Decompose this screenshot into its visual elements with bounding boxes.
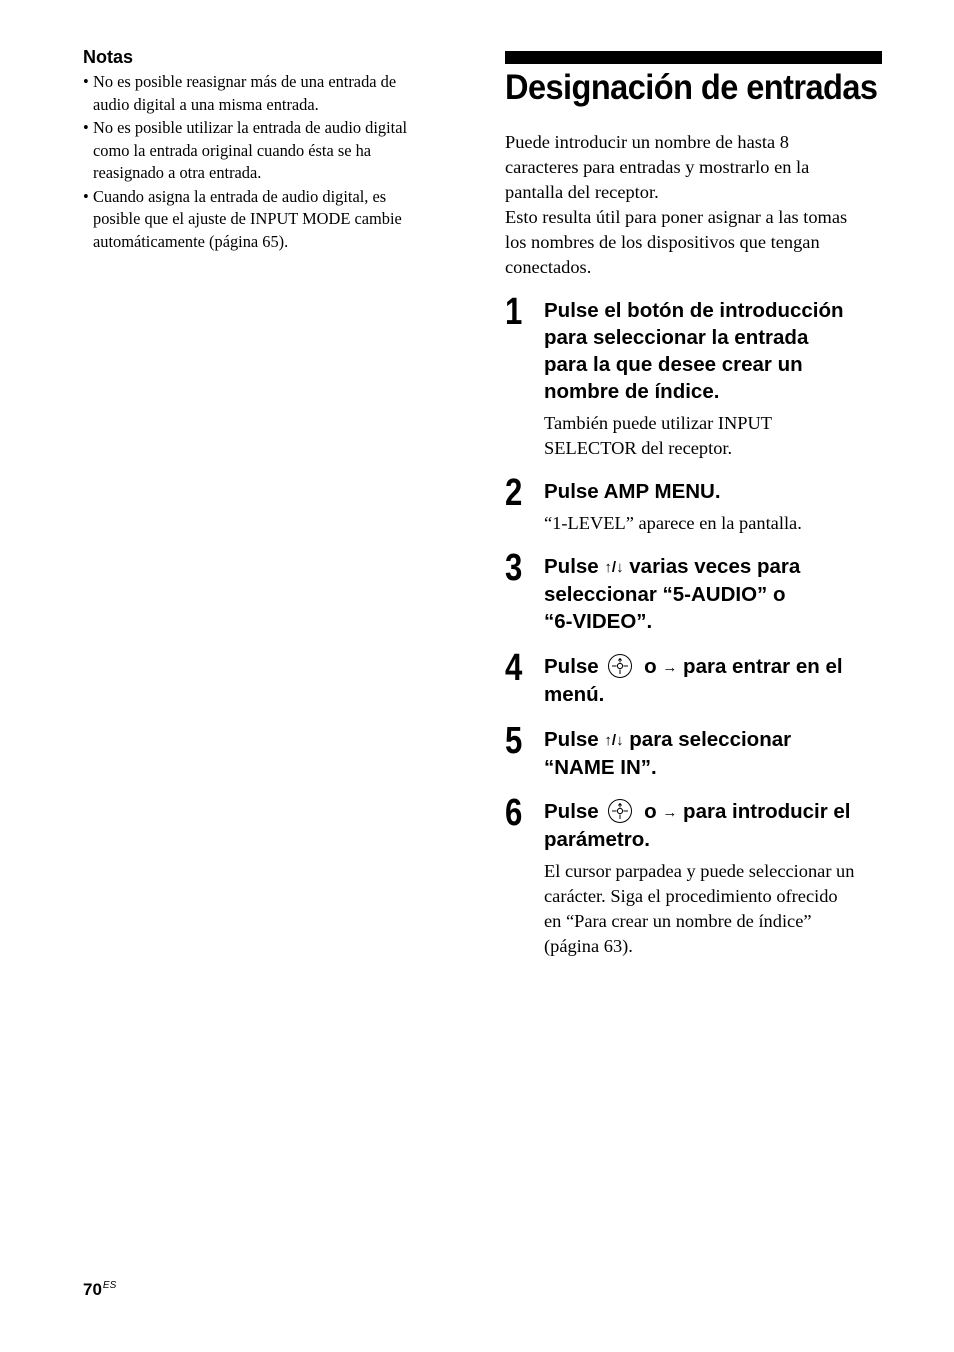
intro-text [505, 130, 885, 280]
heading-text: o [644, 800, 657, 823]
step-number: 6 [505, 792, 523, 834]
intro-line: conectados. [505, 257, 592, 277]
heading-text: para entrar en el [683, 655, 843, 678]
step-heading [544, 478, 885, 505]
heading-text: Pulse [544, 555, 599, 578]
bullet: • [83, 72, 89, 91]
step-2 [505, 472, 885, 536]
intro-line: pantalla del receptor. [505, 182, 659, 202]
note-line: No es posible reasignar más de una entrada de [93, 72, 397, 91]
body-line: “1-LEVEL” aparece en la pantalla. [544, 513, 802, 533]
heading-line: seleccionar “5-AUDIO” o [544, 583, 786, 606]
step-body [544, 411, 885, 461]
heading-text: para seleccionar [629, 728, 792, 751]
notes-list [83, 71, 448, 254]
intro-line: caracteres para entradas y mostrarlo en la [505, 157, 810, 177]
note-line: automáticamente (página 65). [93, 231, 289, 251]
step-number: 4 [505, 647, 523, 689]
intro-line: Esto resulta útil para poner asignar a las tomas [505, 207, 848, 227]
step-number: 3 [505, 547, 523, 589]
body-line: También puede utilizar INPUT [544, 413, 773, 433]
heading-text: para introducir el [683, 800, 851, 823]
heading-line: menú. [544, 683, 605, 706]
page-number: 70 [83, 1280, 102, 1299]
step-6 [505, 792, 885, 959]
heading-text: o [644, 655, 657, 678]
enter-button-icon [607, 653, 633, 679]
bullet: • [83, 186, 89, 206]
step-heading [544, 553, 885, 635]
note-item [83, 71, 448, 116]
note-line: reasignado a otra entrada. [93, 163, 262, 183]
heading-line: Pulse el botón de introducción [544, 299, 844, 322]
note-item [83, 186, 448, 254]
step-body [544, 511, 885, 536]
step-body [544, 859, 885, 959]
section-title: Designación de entradas [505, 68, 878, 107]
heading-line: “NAME IN”. [544, 756, 657, 779]
intro-line: Puede introducir un nombre de hasta 8 [505, 132, 789, 152]
note-line: Cuando asigna la entrada de audio digital, es [93, 186, 387, 206]
step-heading [544, 297, 885, 405]
note-item [83, 117, 448, 185]
heading-text: Pulse [544, 728, 599, 751]
up-down-arrow-icon: ↑/↓ [604, 732, 624, 749]
step-number: 5 [505, 720, 523, 762]
step-heading [544, 798, 885, 853]
step-heading [544, 653, 885, 708]
body-line: carácter. Siga el procedimiento ofrecido [544, 886, 838, 906]
enter-button-icon [607, 798, 633, 824]
step-5 [505, 720, 885, 781]
body-line: (página 63). [544, 936, 633, 956]
note-line: posible que el ajuste de INPUT MODE cambie [93, 209, 402, 229]
heading-line: para la que desee crear un [544, 353, 803, 376]
intro-line: los nombres de los dispositivos que tengan [505, 232, 820, 252]
note-line: No es posible utilizar la entrada de audio digital [93, 117, 408, 137]
step-heading [544, 726, 885, 781]
right-arrow-icon: → [662, 804, 678, 821]
page-footer [83, 1280, 116, 1300]
note-line: como la entrada original cuando ésta se ha [93, 140, 372, 160]
heading-line: nombre de índice. [544, 380, 720, 403]
heading-line: “6-VIDEO”. [544, 610, 653, 633]
bullet: • [83, 117, 89, 137]
body-line: El cursor parpadea y puede seleccionar un [544, 861, 855, 881]
heading-text: varias veces para [629, 555, 801, 578]
body-line: en “Para crear un nombre de índice” [544, 911, 812, 931]
heading-line: para seleccionar la entrada [544, 326, 809, 349]
page-language-suffix: ES [102, 1280, 117, 1291]
step-1 [505, 291, 885, 461]
body-line: SELECTOR del receptor. [544, 438, 733, 458]
step-4 [505, 647, 885, 708]
note-line: audio digital a una misma entrada. [93, 94, 319, 114]
step-number: 1 [505, 291, 523, 333]
up-down-arrow-icon: ↑/↓ [604, 559, 624, 576]
step-number: 2 [505, 472, 523, 514]
heading-text: Pulse [544, 655, 599, 678]
step-3 [505, 547, 885, 635]
heading-line: Pulse AMP MENU. [544, 480, 721, 503]
heading-line: parámetro. [544, 828, 650, 851]
notes-box [83, 46, 448, 254]
heading-text: Pulse [544, 800, 599, 823]
right-arrow-icon: → [662, 659, 678, 676]
notes-title: Notas [83, 47, 134, 67]
section-rule [505, 51, 882, 64]
